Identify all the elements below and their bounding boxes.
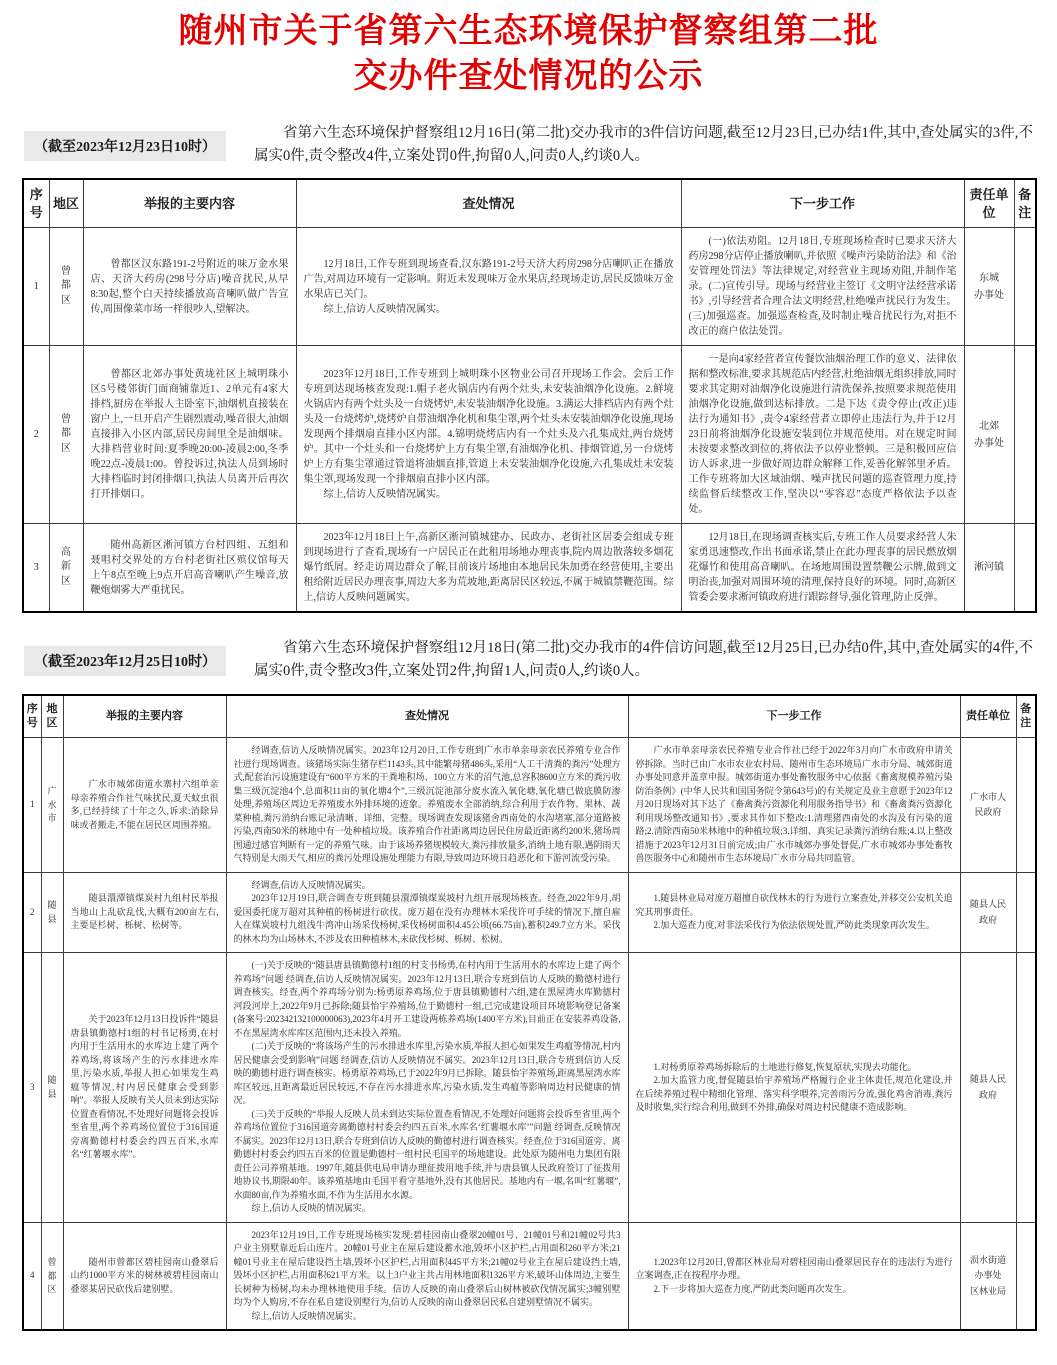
table-row bbox=[23, 346, 1036, 524]
col-header-complaint: 举报的主要内容 bbox=[83, 179, 296, 228]
table-row bbox=[23, 1222, 1036, 1330]
cell-no: 1 bbox=[23, 738, 41, 873]
table-2-body bbox=[23, 738, 1036, 1331]
table-row bbox=[23, 953, 1036, 1223]
cell-next-steps: 12月18日,在现场调查核实后,专班工作人员要求经营人朱家勇迅速整改,作出书面承诺,禁止在此办理丧事的居民燃放烟花爆竹和使用高音喇叭。在场地周围设置禁鞭公示牌,做到文明治丧,加强对周围环境的清理,保持良好的环境。同时,高新区管委会要求淅河镇政府进行跟踪督导,强化管理,防止反弹。 bbox=[681, 524, 964, 613]
cell-no: 1 bbox=[23, 228, 49, 346]
cell-next-steps: (一)依法劝阻。12月18日,专班现场检查时已要求天济大药房298分店停止播放喇叭,并依照《噪声污染防治法》和《治安管理处罚法》等法律规定,对经营业主现场劝阻,并制作笔录。(二)宣传引导。现场与经营业主签订《文明守法经营承诺书》,引导经营者合理合法文明经营,杜绝噪声扰民行为发生。(三)加强巡查。加强巡查检查,及时制止噪音扰民行为,对拒不改正的商户依法处罚。 bbox=[681, 228, 964, 346]
cell-next-steps: 一是向4家经营者宣传餐饮油烟治理工作的意义、法律依据和整改标准,要求其规范店内经营,杜绝油烟无组织排放,同时要求其定期对油烟净化设施进行清洗保养,按照要求规范使用油烟净化设施,做到达标排放。二是下达《责令停止(改正)违法行为通知书》,责令4家经营者立即停止违法行为,并于12月23日前将油烟净化设施安装到位并规范使用。对在规定时间未按要求整改到位的,将依法予以停业整顿。三是积极回应信访人诉求,进一步做好周边群众解释工作,妥善化解邻里矛盾。工作专班将加大区域油烟、噪声扰民问题的巡查管理力度,持续监督后续整改工作,坚决以“零容忍”态度严格依法予以查处。 bbox=[681, 346, 964, 524]
cell-unit: 广水市人 民政府 bbox=[960, 738, 1016, 873]
section-intro bbox=[0, 122, 1057, 168]
col-header-complaint: 举报的主要内容 bbox=[63, 695, 226, 738]
table-row bbox=[23, 524, 1036, 613]
cell-no: 4 bbox=[23, 1222, 41, 1330]
cell-no: 2 bbox=[23, 872, 41, 953]
cell-no: 3 bbox=[23, 524, 49, 613]
section-summary: 省第六生态环境保护督察组12月16日(第二批)交办我市的3件信访问题,截至12月23日,已办结1件,其中,查处属实的3件,不属实0件,责令整改4件,立案处罚0件,拘留0人,问责0人,约谈0人。 bbox=[254, 124, 1033, 164]
section-summary: 省第六生态环境保护督察组12月18日(第二批)交办我市的4件信访问题,截至12月25日,已办结0件,其中,查处属实的4件,不属实0件,责令整改3件,立案处罚2件,拘留1人,问责0人,约谈0人。 bbox=[254, 640, 1033, 680]
cell-unit: 东城 办事处 bbox=[964, 228, 1014, 346]
col-header-investigation: 查处情况 bbox=[226, 695, 628, 738]
cell-complaint: 随州高新区淅河镇方台村四组、五组和聂咀村交界处的方台村老街社区殡仪馆每天上午8点至晚上9点开启高音喇叭产生噪音,放鞭炮烟雾大严重扰民。 bbox=[83, 524, 296, 613]
cell-next-steps: 广水市单亲母亲农民养殖专业合作社已经于2022年3月向广水市政府申请关停拆除。当时已由广水市农业农村局、随州市生态环境局广水市分局、城郊街道办事处同意并盖章申报。城郊街道办事处畜牧服务中心依据《畜禽规模养殖污染防治条例》(中华人民共和国国务院令第643号)的有关规定及业主意愿于2023年12月20日现场对其下达了《畜禽粪污资源化利用服务指导书》和《畜禽粪污资源化利用现场整改通知书》,要求其作如下整改:1.清理猪西南处的水沟及有污染的道路;2.清除西南50米林地中的种植垃圾;3.详细、真实记录粪污消纳台账;4.以上整改措施于2023年12月31日前完成;由广水市城郊办事处督促,广水市城郊办事处畜牧兽医服务中心和随州市生态环境局广水市分局共同监管。 bbox=[628, 738, 960, 873]
col-header-no: 序号 bbox=[23, 695, 41, 738]
report-table-1 bbox=[22, 178, 1037, 613]
col-header-region: 地区 bbox=[41, 695, 63, 738]
cell-note bbox=[1016, 738, 1036, 873]
cell-next-steps: 1.随县林业局对庞万超擅自砍伐林木的行为进行立案查处,并移交公安机关追究其刑事责任。 2.加大巡查力度,对非法采伐行为依法依规处置,严防此类现象再次发生。 bbox=[628, 872, 960, 953]
cell-region: 高 新 区 bbox=[49, 524, 83, 613]
cell-note bbox=[1016, 953, 1036, 1223]
col-header-next-steps: 下一步工作 bbox=[628, 695, 960, 738]
section-dec23 bbox=[0, 122, 1057, 613]
table-row bbox=[23, 228, 1036, 346]
cell-region: 曾 都 区 bbox=[49, 346, 83, 524]
cell-unit: 北郊 办事处 bbox=[964, 346, 1014, 524]
table-1-header bbox=[23, 179, 1036, 228]
cell-no: 2 bbox=[23, 346, 49, 524]
header-row bbox=[23, 695, 1036, 738]
cell-note bbox=[1014, 346, 1036, 524]
cell-region: 曾 都 区 bbox=[41, 1222, 63, 1330]
col-header-note: 备注 bbox=[1014, 179, 1036, 228]
title-line-2: 交办件查处情况的公示 bbox=[353, 57, 704, 95]
cell-region: 随 县 bbox=[41, 872, 63, 953]
cell-complaint: 随县澴潭镇煤炭村九组村民举报当地山上乱砍乱伐,大概有200亩左右,主要是杉树、栎树、松树等。 bbox=[63, 872, 226, 953]
cell-investigation: 12月18日,工作专班到现场查看,汉东路191-2号天济大药房298分店喇叭正在播放广告,对周边环境有一定影响。附近未发现味万金水果店,经现场走访,居民反馈味万金水果店已关门。 综上,信访人反映情况属实。 bbox=[296, 228, 681, 346]
cell-unit: 随县人民 政府 bbox=[960, 953, 1016, 1223]
report-table-2 bbox=[22, 694, 1037, 1332]
cell-investigation: 2023年12月18日,工作专班到上城明珠小区物业公司召开现场工作会。会后工作专班到达现场核查发现:1.帽子老火锅店内有两个灶头,未安装油烟净化设施。2.鲜境火锅店内有两个灶头及一台烧烤炉,未安装油烟净化设施。3.满运大排档店内有两个灶头及一台烧烤炉,烧烤炉自带油烟净化机和集尘罩,两个灶头未安装油烟净化设施,现场发现两个排烟扇直排小区内部。4.锦明烧烤店内有一个灶头及六孔集成灶,两台烧烤炉。其中一个灶头和一台烧烤炉上方有集尘罩,有油烟净化机、排烟管道,另一台烧烤炉上方有集尘罩通过管道将油烟直排,管道上未安装油烟净化设施,六孔集成灶未安装集尘罩,现场发现一个排烟扇直排小区内部。 综上,信访人反映情况属实。 bbox=[296, 346, 681, 524]
col-header-investigation: 查处情况 bbox=[296, 179, 681, 228]
cell-investigation: 2023年12月19日,工作专班现场核实发现:碧桂园南山叠翠20幢01号、21幢01号和21幢02号共3户业主别墅靠近后山连片。20幢01号业主在屋后建设蓄水池,毁坏小区护栏,占用面积260平方米;21幢01号业主在屋后建设挡土墙,毁坏小区护栏,占用面积445平方米;21幢02号业主在屋后建设挡土墙,毁坏小区护栏,占用面积621平方米。以上3户业主共占用林地面积1326平方米,破坏山体周边,主要生长树种为杨树,均未办理林地使用手续。信访人反映的南山叠翠后山树林被砍伐情况属实;3幢别墅均为个人购房,不存在私自建设别墅行为,信访人反映的南山叠翠居民私自建别墅情况不属实。 综上,信访人反映情况属实。 bbox=[226, 1222, 628, 1330]
table-2-header bbox=[23, 695, 1036, 738]
table-1-body bbox=[23, 228, 1036, 613]
cell-region: 广 水 市 bbox=[41, 738, 63, 873]
cell-no: 3 bbox=[23, 953, 41, 1223]
cell-next-steps: 1.对杨勇原养鸡场拆除后的土地进行修复,恢复原状,实现去功能化。 2.加大监管力度,督促随县怡宇养殖场严格履行企业主体责任,规范化建设,并在后续养殖过程中精细化管理、落实科学喂养,完善雨污分流,强化鸡舍消毒,粪污及时收集,实行综合利用,做到不外排,确保对周边村民健康不造成影响。 bbox=[628, 953, 960, 1223]
col-header-region: 地区 bbox=[49, 179, 83, 228]
cell-complaint: 随州市曾都区碧桂园南山叠翠后山约1000平方米的树林被碧桂园南山叠翠某居民砍伐后建别墅。 bbox=[63, 1222, 226, 1330]
cell-note bbox=[1016, 872, 1036, 953]
cell-unit: 随县人民 政府 bbox=[960, 872, 1016, 953]
cell-investigation: (一)关于反映的“随县唐县镇勤德村1组的村支书杨勇,在村内用于生活用水的水库边上建了两个养鸡场”问题 经调查,信访人反映情况属实。2023年12月13日,联合专班到信访人反映的勤德村进行调查核实。经查,两个养鸡场分别为:杨勇原养鸡场,位于唐县镇勤德村六组,建在黑屋湾水库勤德村河段河岸上,2022年9月已拆除;随县怡宇养殖场,位于勤德村一组,已完成建设项目环境影响登记备案(备案号:202342132100000063),2023年4月开工建设两栋养鸡场(1400平方米),目前正在安装养鸡设备,不在黑屋湾水库库区范围内,还未投入养殖。 (二)关于反映的“将该场产生的污水排进水库里,污染水质,举报人担心如果发生鸡瘟等情况,村内居民健康会受到影响”问题 经调查,信访人反映情况不属实。2023年12月13日,联合专班到信访人反映的勤德村进行调查核实。杨勇原养鸡场,已于2022年9月已拆除。随县怡宇养殖场,距离黑屋湾水库库区较远,且距离最近居民较远,不存在污水排进水库,污染水质,发生鸡瘟等影响周边村民健康的情况。 (三)关于反映的“举报人反映人员未到达实际位置查看情况,不处理好问题将会投诉至省里,两个养鸡场位置位于316国道旁离勤德村村委会约四五百米,水库名‘红薯堰水库’”问题 经调查,反映情况不属实。2023年12月13日,联合专班到信访人反映的勤德村进行调查核实。经查,位于316国道旁、离勤德村村委会约四五百米的位置是勤德村一组村民毛国平的场地建设。此处原为随州电力集团有限责任公司养殖基地。1997年,随县供电局申请办理征拨用地手续,并与唐县镇人民政府签订了征拨用地协议书,期限40年。该养殖基地由毛国平看守基地外,没有其他居民。基地内有一堰,名叫“红薯堰”,水面80亩,作为养殖水面,不作为生活用水水源。 综上,信访人反映的情况属实。 bbox=[226, 953, 628, 1223]
cell-complaint: 广水市城郊街道水寨村六组单亲母亲养殖合作社气味扰民,夏天蚊虫很多,已经持续了十年之久,诉求:消除异味或者搬走,不能在居民区周围养殖。 bbox=[63, 738, 226, 873]
col-header-note: 备注 bbox=[1016, 695, 1036, 738]
date-note: （截至2023年12月25日10时） bbox=[24, 646, 226, 676]
title-line-1: 随州市关于省第六生态环境保护督察组第二批 bbox=[178, 13, 879, 50]
cell-region: 曾 都 区 bbox=[49, 228, 83, 346]
table-row bbox=[23, 872, 1036, 953]
table-row bbox=[23, 738, 1036, 873]
cell-note bbox=[1014, 524, 1036, 613]
cell-note bbox=[1014, 228, 1036, 346]
section-intro bbox=[0, 637, 1057, 683]
date-note: （截至2023年12月23日10时） bbox=[24, 131, 226, 161]
section-dec25 bbox=[0, 637, 1057, 1331]
cell-unit: 淅河镇 bbox=[964, 524, 1014, 613]
col-header-unit: 责任单位 bbox=[964, 179, 1014, 228]
cell-next-steps: 1.2023年12月20日,曾都区林业局对碧桂园南山叠翠居民存在的违法行为进行立案调查,正在按程序办理。 2.下一步将加大巡查力度,严防此类问题再次发生。 bbox=[628, 1222, 960, 1330]
col-header-no: 序号 bbox=[23, 179, 49, 228]
cell-complaint: 曾都区北郊办事处黄垅社区上城明珠小区5号楼邻街门面商铺靠近1、2单元有4家大排档,厨房在举报人主卧室下,油烟机直接装在窗户上,一旦开启产生剧烈震动,噪音很大,油烟直接排入小区内部,居民房间里全是油烟味。大排档营业时间:夏季晚20:00-凌晨2:00,冬季晚22点-凌晨1:00。曾投诉过,执法人员到场时大排档临时封闭排烟口,执法人员离开后再次打开排烟口。 bbox=[83, 346, 296, 524]
cell-region: 随 县 bbox=[41, 953, 63, 1223]
cell-note bbox=[1016, 1222, 1036, 1330]
cell-complaint: 曾都区汉东路191-2号附近的味万金水果店、天济大药房(298号分店)噪音扰民,从早8:30起,整个白天持续播放高音喇叭做广告宣传,周围像菜市场一样很吵人,望解决。 bbox=[83, 228, 296, 346]
cell-investigation: 经调查,信访人反映情况属实。 2023年12月19日,联合调查专班到随县澴潭镇煤炭坡村九组开展现场核查。经查,2022年9月,胡爱国委托庞万超对其种植的杨树进行砍伐。庞万超在没有办理林木采伐许可手续的情况下,擅自雇人在煤炭坡村九组浅牛湾冲山场采伐杨树,采伐杨树面积4.45公顷(66.75亩),蓄积249.7立方米。采伐的林木均为山场林木,不涉及农田种植林木,未砍伐杉树、栎树、松树。 bbox=[226, 872, 628, 953]
col-header-unit: 责任单位 bbox=[960, 695, 1016, 738]
col-header-next-steps: 下一步工作 bbox=[681, 179, 964, 228]
cell-investigation: 经调查,信访人反映情况属实。2023年12月20日,工作专班到广水市单亲母亲农民养殖专业合作社进行现场调查。该猪场实际生猪存栏1143头,其中能繁母猪486头,采用“人工干清粪的粪污”处理方式,配套治污设施建设有“600平方米的干粪堆积场、100立方米的沼气池,总容积8600立方米的粪污收集三级沉淀池4个,总面积11亩的氧化塘4个”,三级沉淀池部分废水流入氧化塘,氧化塘已做底膜防渗处理,养殖场区周边无养殖废水外排环境的迹象。养殖废水全部消纳,综合利用于农作物、果林、蔬菜种植,粪污消纳台账记录清晰、详细、完整。现场调查发现该猪舍西南处的水沟堵塞,部分道路被污染,西南50米的林地中有一处种植垃圾。该养殖合作社距离周边居民住房最近距离约200米,猪场周围通过感官判断有一定的养殖气味。由于该场养猪规模较大,粪污排放量多,消纳土地有限,遇阴雨天气特别是大雨天气,相应的粪污处理设施处理能力有限,导致周边环境日趋恶化和下游河流受污染。 bbox=[226, 738, 628, 873]
header-row bbox=[23, 179, 1036, 228]
page-title bbox=[30, 10, 1027, 100]
cell-complaint: 关于2023年12月13日投诉件“随县唐县镇勤德村1组的村书记杨勇,在村内用于生活用水的水库边上建了两个养鸡场,将该场产生的污水排进水库里,污染水质,举报人担心如果发生鸡瘟等情况,村内居民健康会受到影响”。举报人反映有关人员未到达实际位置查看情况,不处理好问题将会投诉至省里,两个养鸡场位置位于316国道旁离勤德村村委会约四五百米,水库名“红薯堰水库”。 bbox=[63, 953, 226, 1223]
cell-investigation: 2023年12月18日上午,高新区淅河镇城建办、民政办、老街社区居委会组成专班到现场进行了查看,现场有一户居民正在此租用场地办理丧事,院内周边散落较多烟花爆竹纸屑。经走访周边群众了解,目前该片场地由本地居民朱加勇在经营使用,主要出租给附近居民办理丧事,周边大多为荒坡地,距离居民区较远,不属于城镇禁鞭范围。综上,信访人反映问题属实。 bbox=[296, 524, 681, 613]
cell-unit: 涢水街道 办事处 区林业局 bbox=[960, 1222, 1016, 1330]
